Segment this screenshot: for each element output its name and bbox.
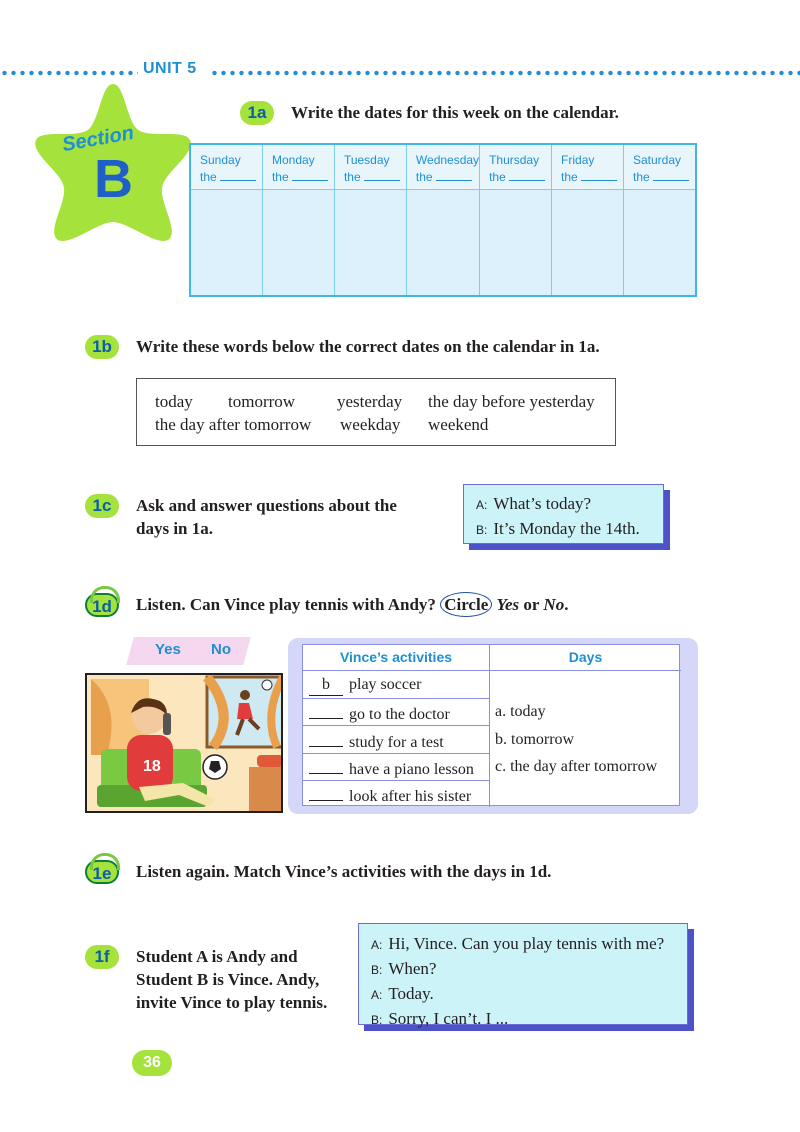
calendar-date-prefix: the xyxy=(200,170,217,184)
calendar-cell[interactable] xyxy=(407,190,479,295)
calendar-date-prefix: the xyxy=(343,170,361,184)
activity-row xyxy=(309,703,450,724)
calendar-date-blank[interactable] xyxy=(653,171,689,181)
instruction-1f-line1: Student A is Andy and xyxy=(136,947,298,966)
day-option: c. the day after tomorrow xyxy=(495,758,658,775)
dialog-line: Today. xyxy=(388,984,434,1003)
speaker-label: A: xyxy=(371,988,383,1002)
activity-row xyxy=(309,758,474,779)
word-item: today xyxy=(155,392,193,411)
day-option: b. tomorrow xyxy=(495,731,575,748)
calendar-date-blank[interactable] xyxy=(364,171,400,181)
instruction-1d-text: Listen. Can Vince play tennis with Andy? xyxy=(136,595,436,614)
column-header-days: Days xyxy=(568,649,603,665)
word-item: yesterday xyxy=(337,392,403,411)
calendar-column-tuesday xyxy=(335,145,407,295)
section-letter: B xyxy=(94,149,133,209)
calendar-date-prefix: the xyxy=(271,170,289,184)
calendar-date-blank[interactable] xyxy=(509,171,545,181)
task-badge-1c: 1c xyxy=(85,494,119,518)
answer-blank[interactable] xyxy=(309,703,343,719)
answer-blank[interactable] xyxy=(309,731,343,747)
task-badge-1a: 1a xyxy=(240,101,274,125)
yes-no-banner xyxy=(126,637,251,665)
instruction-1b: Write these words below the correct dates on the calendar in 1a. xyxy=(136,337,600,356)
calendar-date-prefix: the xyxy=(489,170,506,184)
answer-blank[interactable] xyxy=(309,785,343,801)
circle-word: Circle xyxy=(440,592,492,617)
day-option: a. today xyxy=(495,703,546,720)
activity-text: go to the doctor xyxy=(349,706,450,723)
activity-text: look after his sister xyxy=(349,788,472,805)
word-item: weekend xyxy=(428,415,489,434)
activity-text: have a piano lesson xyxy=(349,761,474,778)
header-divider xyxy=(303,670,681,671)
svg-text:18: 18 xyxy=(143,758,161,775)
calendar xyxy=(189,143,697,297)
calendar-date-prefix: the xyxy=(633,170,650,184)
column-header-activities: Vince’s activities xyxy=(339,649,453,665)
speaker-label: B: xyxy=(476,523,488,537)
no-word: No xyxy=(543,595,565,614)
calendar-cell[interactable] xyxy=(263,190,334,295)
speech-box-1c xyxy=(463,484,664,544)
dialog-line: Sorry, I can’t. I ... xyxy=(388,1009,509,1028)
calendar-day-label: Tuesday xyxy=(343,153,390,167)
task-badge-1f: 1f xyxy=(85,945,119,969)
instruction-1c-line2: days in 1a. xyxy=(136,519,213,538)
word-item: weekday xyxy=(340,415,401,434)
dialog-line: When? xyxy=(388,959,437,978)
speaker-label: A: xyxy=(476,498,488,512)
speaker-label: A: xyxy=(371,938,383,952)
page-number: 36 xyxy=(132,1050,172,1076)
word-item: tomorrow xyxy=(228,392,296,411)
task-badge-1e: 1e xyxy=(85,860,119,884)
instruction-1c-line1: Ask and answer questions about the xyxy=(136,496,397,515)
speaker-label: B: xyxy=(371,963,383,977)
answer-blank[interactable] xyxy=(309,758,343,774)
speech-box-1f xyxy=(358,923,688,1028)
calendar-column-friday xyxy=(552,145,624,295)
row-divider xyxy=(303,725,489,726)
activity-row xyxy=(309,676,421,696)
row-divider xyxy=(303,780,489,781)
word-box xyxy=(136,378,616,446)
dialog-line: Hi, Vince. Can you play tennis with me? xyxy=(388,934,665,953)
calendar-column-sunday xyxy=(191,145,263,295)
activity-row xyxy=(309,785,471,806)
yes-word: Yes xyxy=(496,595,520,614)
calendar-date-prefix: the xyxy=(415,170,433,184)
section-word: Section xyxy=(60,121,136,157)
calendar-column-wednesday xyxy=(407,145,480,295)
activity-row xyxy=(309,731,444,752)
calendar-day-label: Friday xyxy=(561,153,595,167)
calendar-cell[interactable] xyxy=(552,190,623,295)
speaker-label: B: xyxy=(371,1013,383,1027)
or-word: or xyxy=(523,595,540,614)
calendar-date-blank[interactable] xyxy=(220,171,256,181)
calendar-day-label: Monday xyxy=(271,153,315,167)
activity-text: study for a test xyxy=(349,734,444,751)
activity-table xyxy=(302,644,680,806)
instruction-1a: Write the dates for this week on the calendar. xyxy=(291,103,619,122)
instruction-1d xyxy=(136,593,568,616)
activity-text: play soccer xyxy=(349,676,422,693)
calendar-date-blank[interactable] xyxy=(292,171,328,181)
calendar-cell[interactable] xyxy=(191,190,262,295)
dialog-line: It’s Monday the 14th. xyxy=(493,519,640,538)
yes-option[interactable]: Yes xyxy=(155,641,181,658)
unit-label: UNIT 5 xyxy=(143,60,197,77)
calendar-cell[interactable] xyxy=(335,190,406,295)
instruction-1d-end: . xyxy=(564,595,569,614)
calendar-cell[interactable] xyxy=(624,190,695,295)
calendar-day-label: Wednesday xyxy=(415,153,480,167)
instruction-1f-line3: invite Vince to play tennis. xyxy=(136,993,328,1012)
no-option[interactable]: No xyxy=(211,641,231,658)
answer-blank[interactable]: b xyxy=(309,680,343,696)
dialog-line: What’s today? xyxy=(493,494,592,513)
task-badge-1d: 1d xyxy=(85,593,119,617)
calendar-cell[interactable] xyxy=(480,190,551,295)
calendar-date-blank[interactable] xyxy=(436,171,472,181)
calendar-date-blank[interactable] xyxy=(581,171,617,181)
calendar-column-monday xyxy=(263,145,335,295)
word-item: the day before yesterday xyxy=(428,392,595,411)
calendar-day-label: Thursday xyxy=(489,153,540,167)
calendar-column-saturday xyxy=(624,145,695,295)
column-divider xyxy=(489,645,490,807)
calendar-day-label: Saturday xyxy=(633,153,682,167)
instruction-1e: Listen again. Match Vince’s activities with the days in 1d. xyxy=(136,862,552,881)
row-divider xyxy=(303,698,489,699)
row-divider xyxy=(303,753,489,754)
illustration-boy-on-phone xyxy=(85,673,283,813)
calendar-date-prefix: the xyxy=(561,170,578,184)
boy-phone-illustration-icon xyxy=(87,675,283,813)
calendar-column-thursday xyxy=(480,145,552,295)
word-item: the day after tomorrow xyxy=(155,415,312,434)
calendar-day-label: Sunday xyxy=(200,153,241,167)
header-dotted-rule-right xyxy=(210,70,800,76)
instruction-1f-line2: Student B is Vince. Andy, xyxy=(136,970,320,989)
task-badge-1b: 1b xyxy=(85,335,119,359)
